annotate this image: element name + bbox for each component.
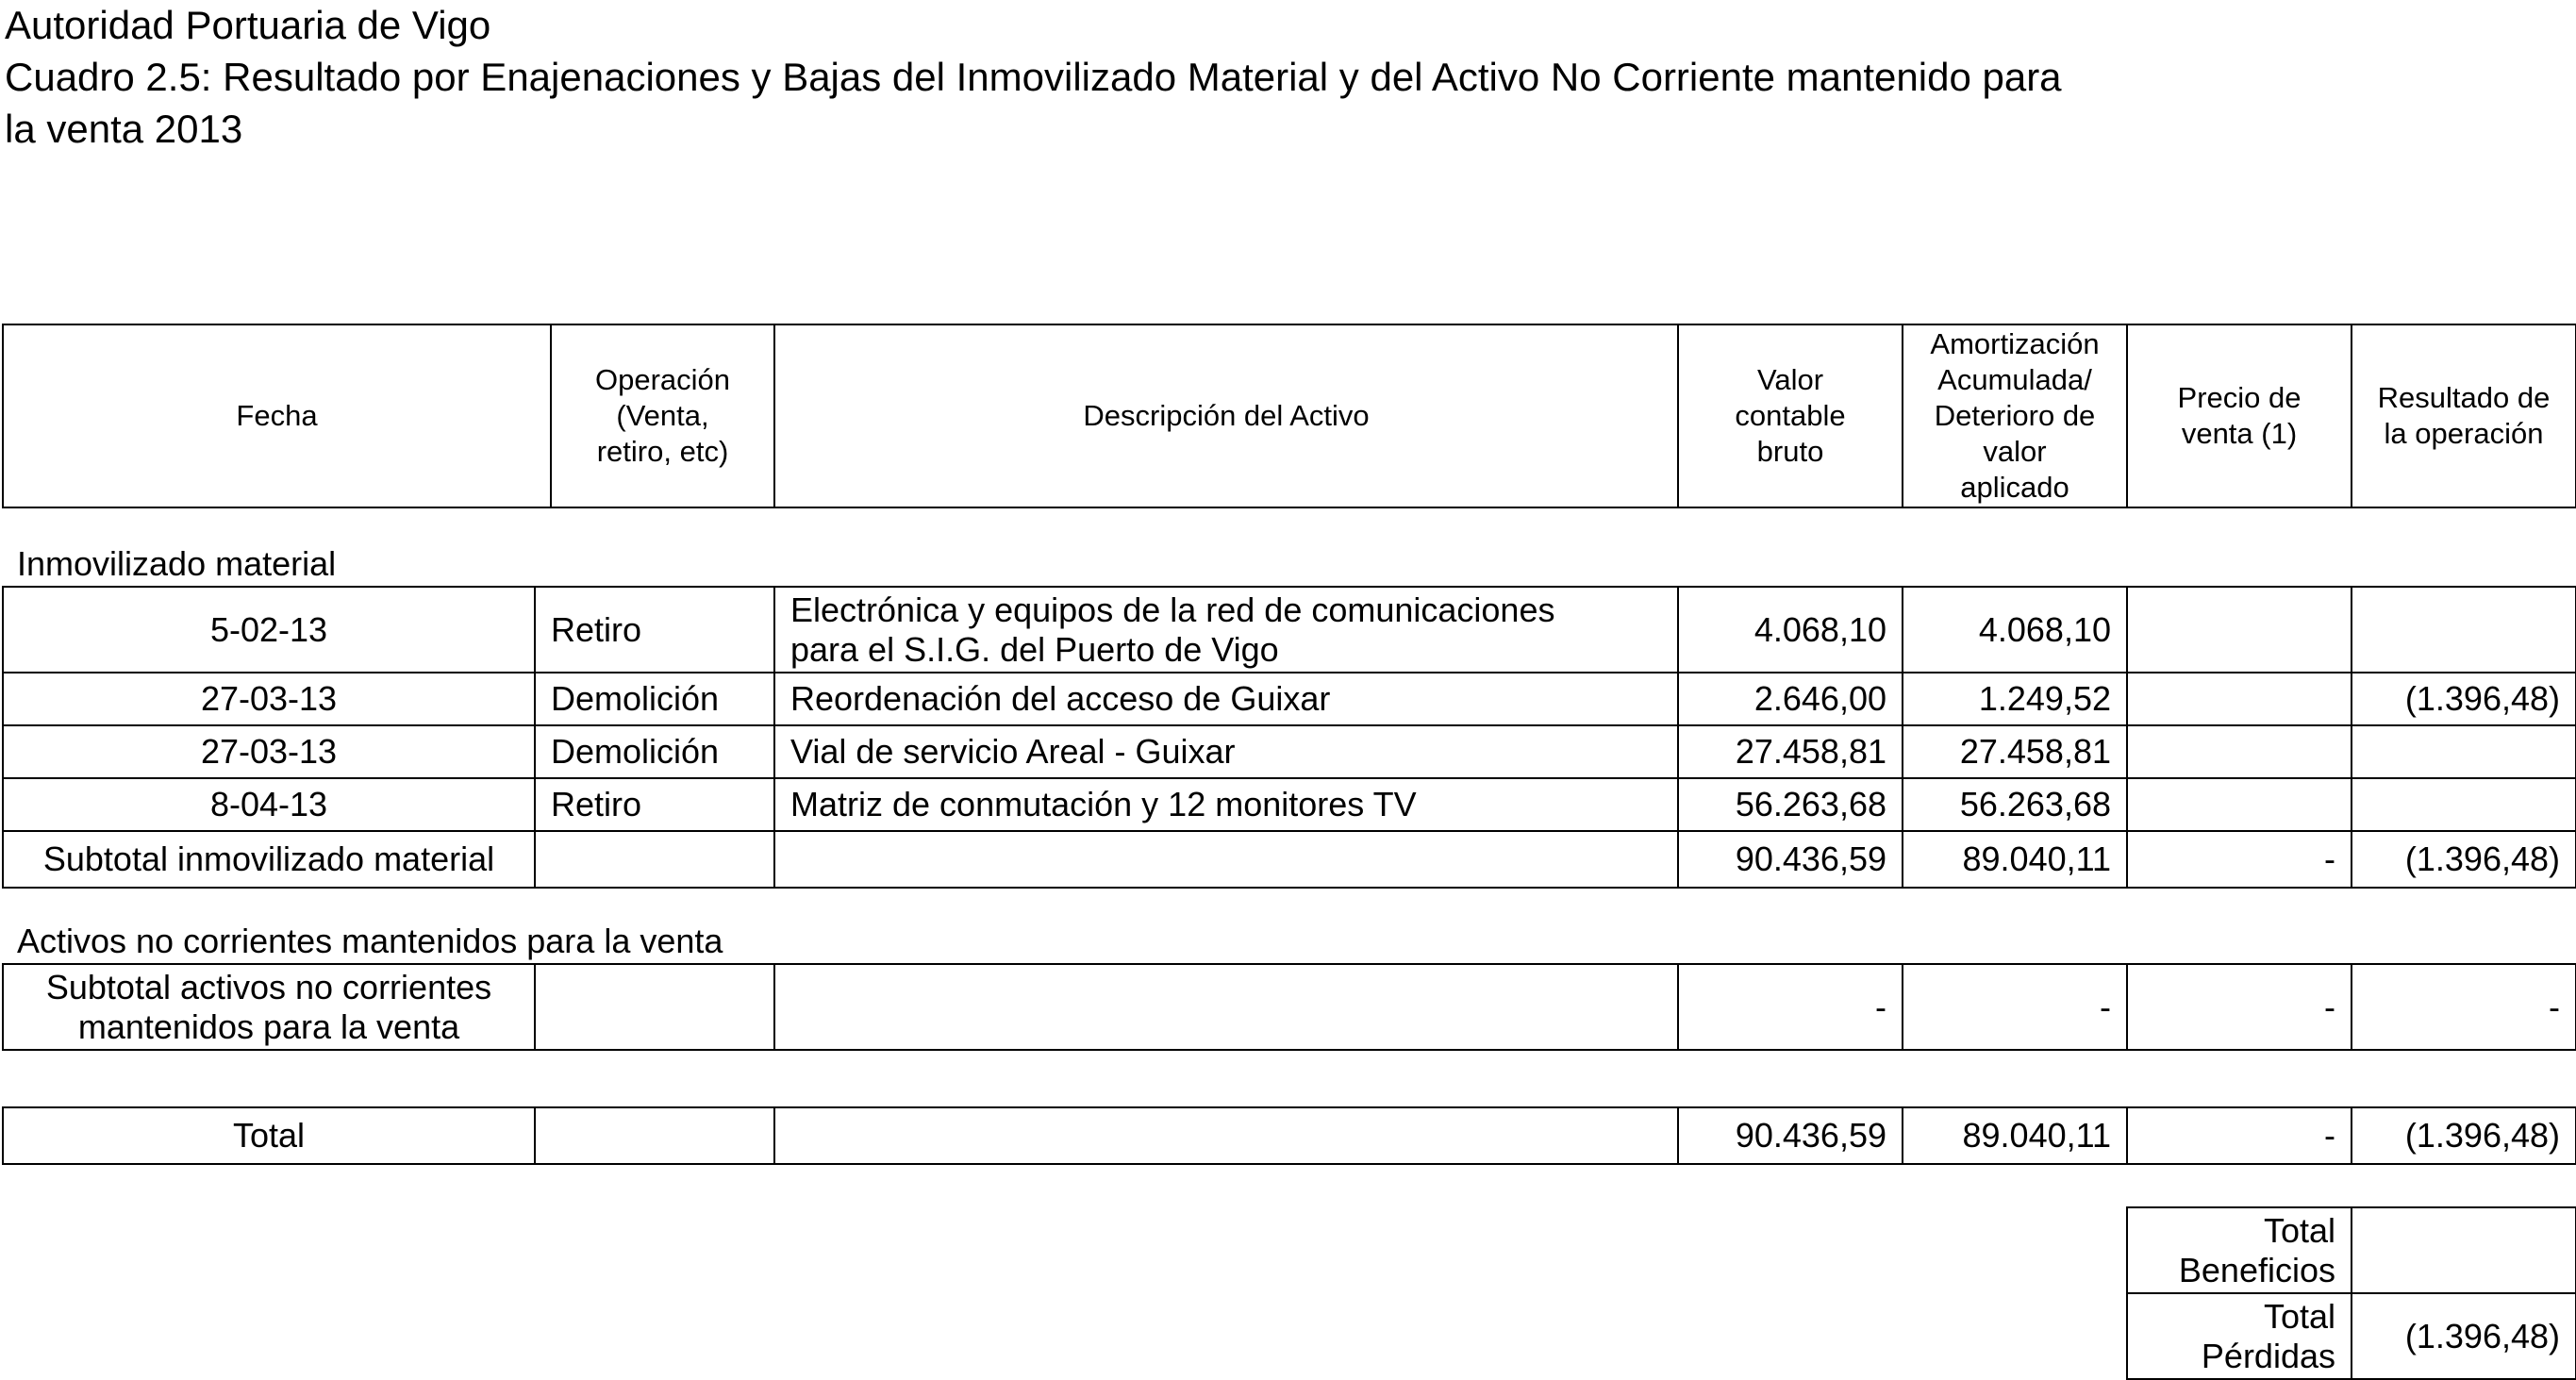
col-header-precio — [2127, 324, 2352, 507]
cell-empty — [535, 831, 774, 888]
col-header-amort-l1: Amortización — [1930, 327, 2100, 360]
cell-fecha: 8-04-13 — [3, 778, 535, 831]
subtotal-row — [3, 831, 2576, 888]
cell-resultado: (1.396,48) — [2352, 673, 2576, 725]
total-precio: - — [2127, 1107, 2352, 1164]
page-title-org: Autoridad Portuaria de Vigo — [5, 3, 491, 47]
total-resultado: (1.396,48) — [2352, 1107, 2576, 1164]
table-row — [3, 673, 2576, 725]
subtotal-valor: - — [1678, 964, 1903, 1050]
cell-precio — [2127, 587, 2352, 673]
cell-empty — [535, 1107, 774, 1164]
col-header-precio-l1: Precio de — [2177, 381, 2302, 414]
total-label: Total — [3, 1107, 535, 1164]
cell-empty — [535, 964, 774, 1050]
cell-empty — [774, 1107, 1678, 1164]
cell-empty — [774, 831, 1678, 888]
col-header-amortizacion — [1903, 324, 2127, 507]
cell-valor: 2.646,00 — [1678, 673, 1903, 725]
summary-table — [2126, 1206, 2576, 1380]
col-header-precio-l2: venta (1) — [2181, 417, 2298, 450]
cell-precio — [2127, 778, 2352, 831]
activos-table — [2, 963, 2576, 1051]
section-title-inmovilizado: Inmovilizado material — [17, 544, 337, 583]
total-perdidas-value: (1.396,48) — [2352, 1293, 2576, 1379]
col-header-resultado — [2352, 324, 2576, 507]
col-header-resultado-l1: Resultado de — [2377, 381, 2551, 414]
total-valor: 90.436,59 — [1678, 1107, 1903, 1164]
table-row — [3, 587, 2576, 673]
total-row — [3, 1107, 2576, 1164]
subtotal-label-l1: Subtotal activos no corrientes — [45, 967, 492, 1006]
col-header-valor — [1678, 324, 1903, 507]
col-header-operacion-l3: retiro, etc) — [596, 435, 729, 468]
cell-operacion: Retiro — [535, 778, 774, 831]
cell-amortizacion: 27.458,81 — [1903, 725, 2127, 778]
summary-row-perdidas — [2127, 1293, 2576, 1379]
total-perdidas-label-l1: Total — [2263, 1296, 2335, 1336]
col-header-operacion — [551, 324, 774, 507]
subtotal-precio: - — [2127, 964, 2352, 1050]
total-perdidas-label-l2: Pérdidas — [2201, 1336, 2335, 1375]
col-header-amort-l3: Deterioro de — [1934, 399, 2096, 432]
cell-amortizacion: 1.249,52 — [1903, 673, 2127, 725]
cell-descripcion: Matriz de conmutación y 12 monitores TV — [774, 778, 1678, 831]
cell-resultado — [2352, 725, 2576, 778]
cell-operacion: Demolición — [535, 725, 774, 778]
col-header-amort-l5: aplicado — [1960, 471, 2069, 504]
total-beneficios-label — [2127, 1207, 2352, 1293]
subtotal-label: Subtotal inmovilizado material — [3, 831, 535, 888]
col-header-valor-l2: contable — [1735, 399, 1846, 432]
subtotal-label-l2: mantenidos para la venta — [77, 1006, 460, 1046]
col-header-resultado-l2: la operación — [2384, 417, 2544, 450]
cell-valor: 27.458,81 — [1678, 725, 1903, 778]
total-beneficios-label-l2: Beneficios — [2178, 1250, 2335, 1289]
cell-empty — [774, 964, 1678, 1050]
subtotal-precio: - — [2127, 831, 2352, 888]
cell-descripcion — [774, 587, 1678, 673]
cell-amortizacion: 56.263,68 — [1903, 778, 2127, 831]
cell-fecha: 5-02-13 — [3, 587, 535, 673]
col-header-operacion-l1: Operación — [594, 363, 731, 396]
col-header-valor-l1: Valor — [1756, 363, 1824, 396]
col-header-descripcion: Descripción del Activo — [774, 324, 1678, 507]
inmovilizado-table — [2, 586, 2576, 889]
page-title-caption-cont: la venta 2013 — [5, 107, 243, 151]
cell-descripcion: Reordenación del acceso de Guixar — [774, 673, 1678, 725]
cell-operacion: Retiro — [535, 587, 774, 673]
cell-fecha: 27-03-13 — [3, 725, 535, 778]
subtotal-resultado: (1.396,48) — [2352, 831, 2576, 888]
subtotal-resultado: - — [2352, 964, 2576, 1050]
cell-precio — [2127, 673, 2352, 725]
table-row — [3, 778, 2576, 831]
total-perdidas-label — [2127, 1293, 2352, 1379]
cell-valor: 4.068,10 — [1678, 587, 1903, 673]
subtotal-amortizacion: 89.040,11 — [1903, 831, 2127, 888]
total-beneficios-label-l1: Total — [2263, 1210, 2335, 1250]
subtotal-row — [3, 964, 2576, 1050]
cell-descripcion-l2: para el S.I.G. del Puerto de Vigo — [790, 629, 1279, 669]
summary-row-beneficios — [2127, 1207, 2576, 1293]
cell-resultado — [2352, 778, 2576, 831]
cell-operacion: Demolición — [535, 673, 774, 725]
section-title-activos: Activos no corrientes mantenidos para la venta — [17, 922, 723, 960]
subtotal-valor: 90.436,59 — [1678, 831, 1903, 888]
total-table — [2, 1106, 2576, 1165]
total-beneficios-value — [2352, 1207, 2576, 1293]
cell-valor: 56.263,68 — [1678, 778, 1903, 831]
cell-descripcion-l1: Electrónica y equipos de la red de comunicaciones — [790, 590, 1555, 629]
col-header-amort-l2: Acumulada/ — [1937, 363, 2092, 396]
cell-fecha: 27-03-13 — [3, 673, 535, 725]
cell-amortizacion: 4.068,10 — [1903, 587, 2127, 673]
subtotal-amortizacion: - — [1903, 964, 2127, 1050]
col-header-amort-l4: valor — [1983, 435, 2047, 468]
col-header-fecha: Fecha — [3, 324, 551, 507]
table-row — [3, 725, 2576, 778]
total-amortizacion: 89.040,11 — [1903, 1107, 2127, 1164]
cell-descripcion: Vial de servicio Areal - Guixar — [774, 725, 1678, 778]
cell-resultado — [2352, 587, 2576, 673]
subtotal-label — [3, 964, 535, 1050]
col-header-operacion-l2: (Venta, — [616, 399, 709, 432]
col-header-valor-l3: bruto — [1756, 435, 1824, 468]
page-title-caption: Cuadro 2.5: Resultado por Enajenaciones y Bajas del Inmovilizado Material y del Activo No Corriente mantenido para — [5, 55, 2062, 99]
cell-precio — [2127, 725, 2352, 778]
column-header-table — [2, 324, 2576, 508]
